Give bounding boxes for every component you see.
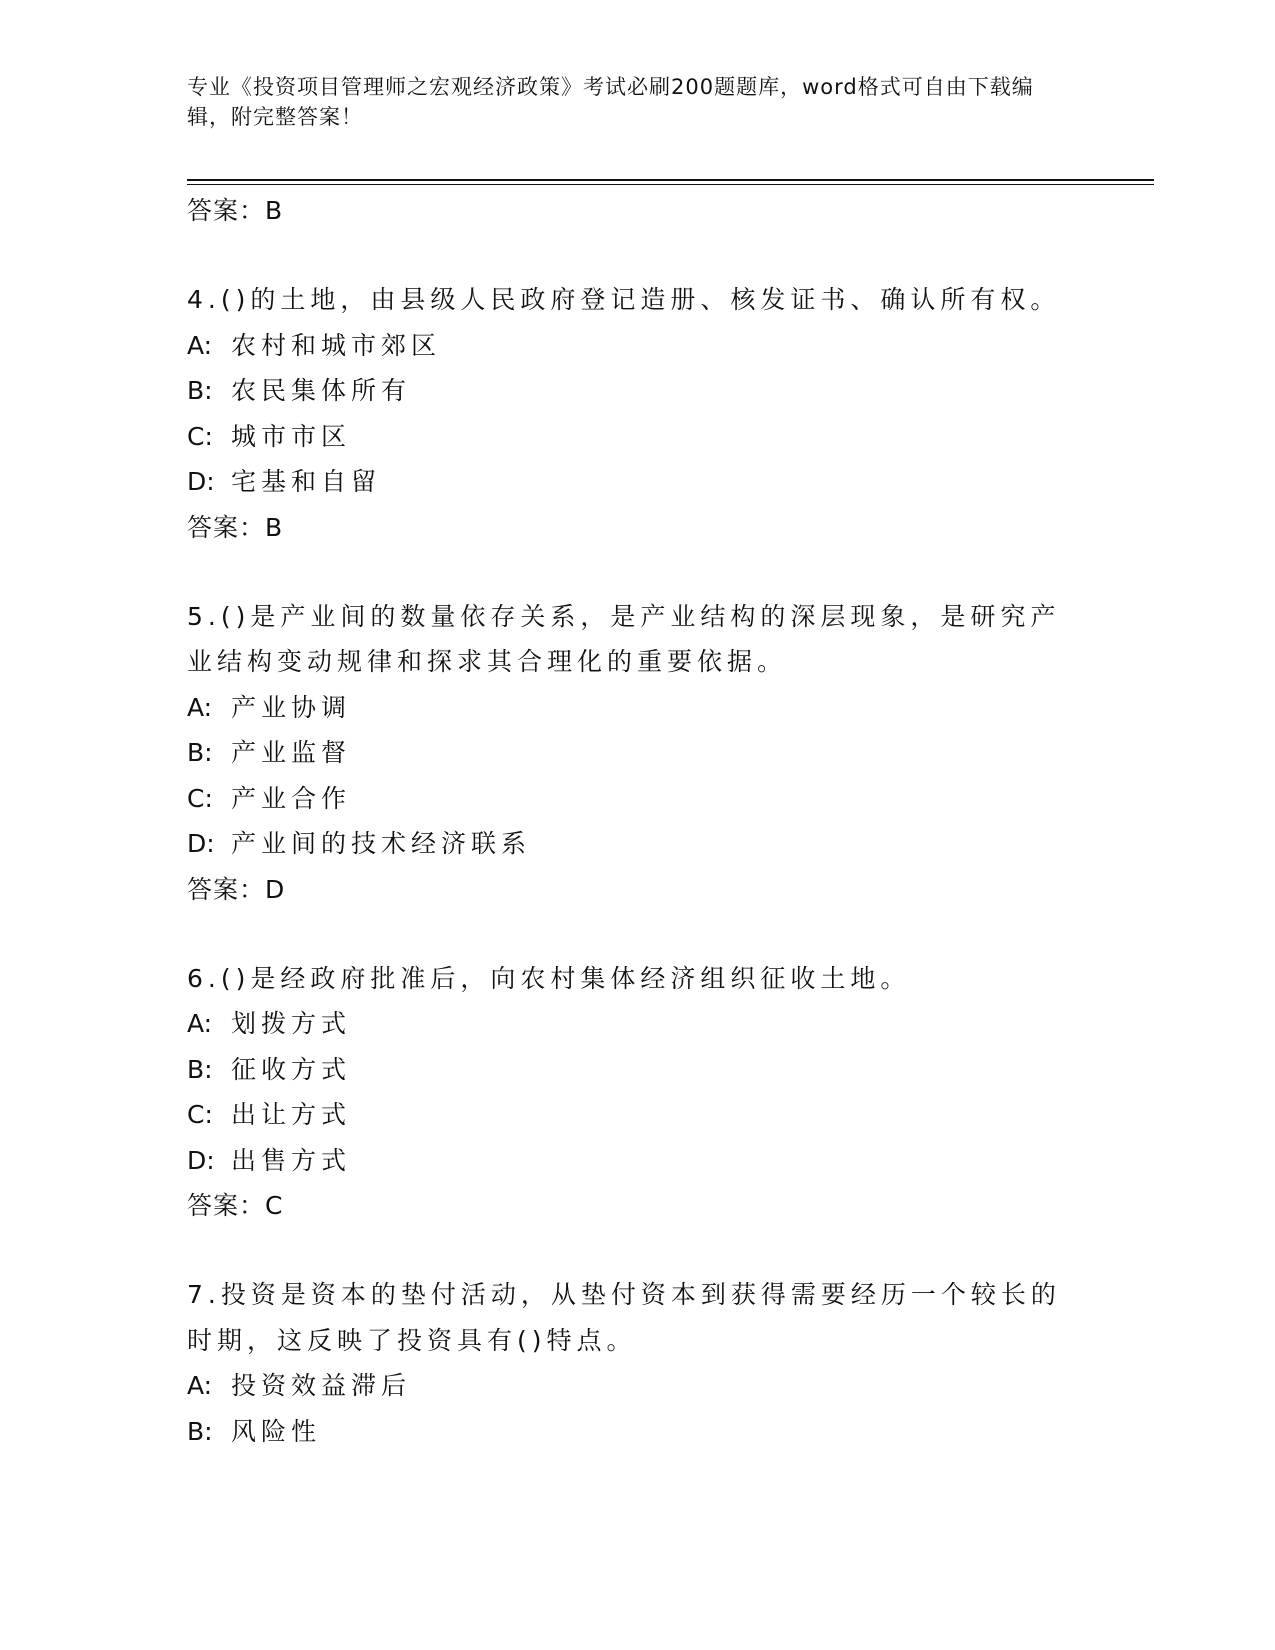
- option-b: [187, 368, 1067, 414]
- document-body: [187, 188, 1067, 1454]
- question-stem: 5.()是产业间的数量依存关系，是产业结构的深层现象，是研究产业结构变动规律和探求其合理化的重要依据。: [187, 601, 1061, 676]
- option-b: [187, 730, 1067, 776]
- option-text: 宅基和自留: [231, 467, 382, 496]
- question-stem: 6.()是经政府批准后，向农村集体经济组织征收土地。: [187, 963, 911, 993]
- option-d: [187, 821, 1067, 867]
- header-divider-thin: [187, 184, 1154, 185]
- option-d: [187, 1138, 1067, 1184]
- option-text: 风险性: [231, 1416, 322, 1446]
- option-c: [187, 776, 1067, 822]
- option-letter: C:: [187, 783, 213, 813]
- option-text: 产业间的技术经济联系: [231, 829, 532, 858]
- question-7: [187, 1272, 1067, 1454]
- question-stem: 7.投资是资本的垫付活动，从垫付资本到获得需要经历一个较长的时期，这反映了投资具有()特点。: [187, 1280, 1061, 1355]
- option-letter: B:: [187, 376, 213, 405]
- option-text: 投资效益滞后: [231, 1371, 412, 1400]
- answer-q4: 答案：B: [187, 512, 284, 542]
- question-6: [187, 956, 1067, 1229]
- option-c: [187, 414, 1067, 460]
- option-letter: B:: [187, 1054, 213, 1084]
- option-letter: A:: [187, 1371, 213, 1400]
- option-letter: A:: [187, 330, 213, 360]
- header-divider-thick: [187, 179, 1154, 181]
- option-letter: C:: [187, 1100, 213, 1129]
- option-text: 产业合作: [231, 783, 352, 813]
- option-letter: D:: [187, 1145, 215, 1175]
- question-5: [187, 594, 1067, 912]
- option-c: [187, 1092, 1067, 1138]
- option-a: [187, 1001, 1067, 1047]
- option-text: 产业协调: [231, 692, 352, 722]
- option-b: [187, 1409, 1067, 1455]
- option-letter: D:: [187, 829, 215, 858]
- option-text: 划拨方式: [231, 1009, 352, 1038]
- option-text: 城市市区: [231, 421, 352, 451]
- option-text: 出让方式: [231, 1100, 352, 1129]
- option-letter: D:: [187, 467, 215, 496]
- option-letter: A:: [187, 1009, 213, 1038]
- option-b: [187, 1047, 1067, 1093]
- option-text: 产业监督: [231, 738, 352, 767]
- option-a: [187, 323, 1067, 369]
- option-letter: A:: [187, 692, 213, 722]
- document-header: 专业《投资项目管理师之宏观经济政策》考试必刷200题题库，word格式可自由下载编辑，附完整答案！: [187, 75, 1034, 129]
- option-text: 农民集体所有: [231, 376, 412, 405]
- option-d: [187, 459, 1067, 505]
- option-letter: B:: [187, 738, 213, 767]
- question-4: [187, 277, 1067, 550]
- answer-q5: 答案：D: [187, 874, 286, 904]
- option-text: 农村和城市郊区: [231, 330, 442, 360]
- option-letter: C:: [187, 421, 213, 451]
- option-text: 征收方式: [231, 1054, 352, 1084]
- option-a: [187, 1363, 1067, 1409]
- option-a: [187, 685, 1067, 731]
- option-letter: B:: [187, 1416, 213, 1446]
- option-text: 出售方式: [231, 1145, 352, 1175]
- question-stem: 4.()的土地，由县级人民政府登记造册、核发证书、确认所有权。: [187, 285, 1061, 314]
- answer-q6: 答案：C: [187, 1191, 284, 1220]
- answer-q3: 答案：B: [187, 196, 284, 225]
